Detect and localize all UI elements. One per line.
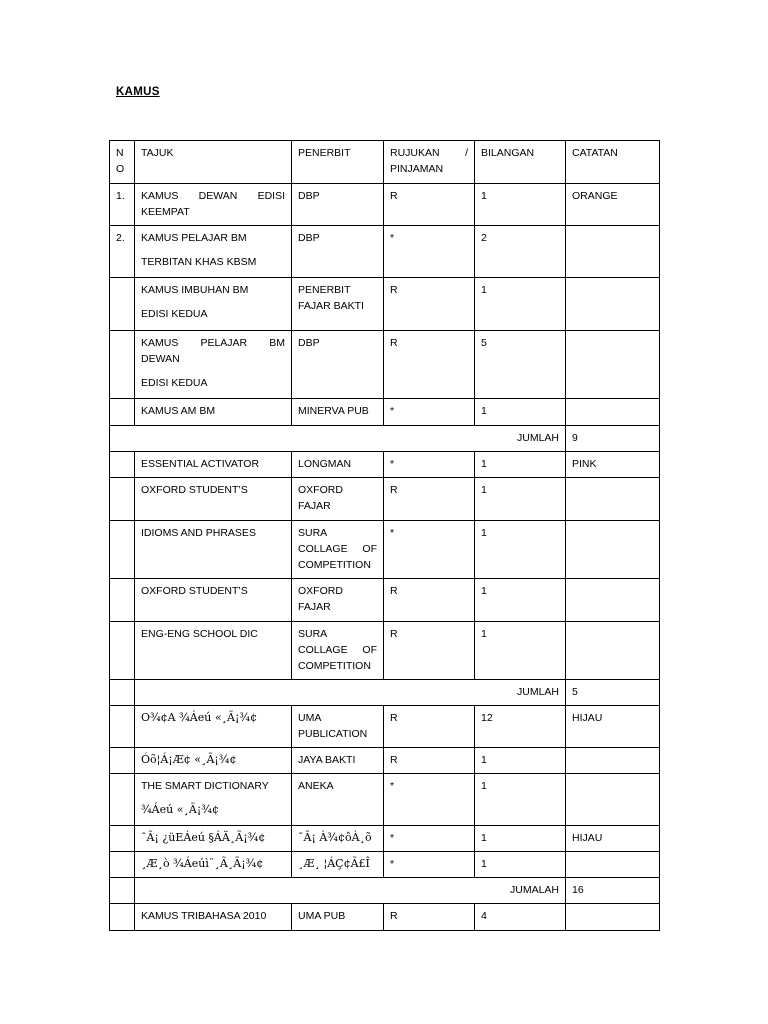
cell-penerbit [292, 278, 384, 331]
cell-bilangan: 1 [475, 521, 566, 579]
header-penerbit: PENERBIT [292, 141, 384, 184]
table-row [110, 622, 660, 680]
cell-tajuk-line1: KAMUS PELAJAR BM [141, 337, 285, 349]
cell-tajuk: OXFORD STUDENT’S [135, 579, 292, 622]
cell-tajuk-line1: KAMUS PELAJAR BM [141, 232, 247, 244]
cell-rujukan: * [384, 452, 475, 478]
cell-tajuk: ENG-ENG SCHOOL DIC [135, 622, 292, 680]
cell-no [110, 579, 135, 622]
cell-bilangan: 1 [475, 748, 566, 774]
cell-tajuk: ESSENTIAL ACTIVATOR [135, 452, 292, 478]
cell-penerbit-line2: FAJAR [298, 500, 331, 512]
cell-rujukan: * [384, 226, 475, 278]
table-header-row [110, 141, 660, 184]
cell-penerbit [292, 706, 384, 748]
cell-penerbit-line1: PENERBIT [298, 284, 351, 296]
cell-tajuk: IDIOMS AND PHRASES [135, 521, 292, 579]
cell-bilangan: 1 [475, 852, 566, 878]
total-row [110, 878, 660, 904]
page-title: KAMUS [116, 86, 160, 98]
cell-bilangan: 1 [475, 826, 566, 852]
cell-tajuk [135, 278, 292, 331]
cell-bilangan: 12 [475, 706, 566, 748]
cell-catatan [566, 278, 660, 331]
cell-rujukan: R [384, 748, 475, 774]
cell-bilangan: 1 [475, 622, 566, 680]
table-row [110, 278, 660, 331]
cell-penerbit-line1: SURA [298, 527, 328, 539]
cell-tajuk: KAMUS AM BM [135, 399, 292, 426]
cell-no [110, 904, 135, 931]
cell-tajuk: O¾¢A ¾Áeú «¸Ã¡¾¢ [135, 706, 292, 748]
table-row [110, 579, 660, 622]
cell-penerbit-line2: COLLAGE OF [298, 644, 377, 656]
cell-penerbit: DBP [292, 331, 384, 399]
cell-catatan [566, 226, 660, 278]
cell-no [110, 452, 135, 478]
header-bilangan: BILANGAN [475, 141, 566, 184]
cell-catatan [566, 399, 660, 426]
total-label: JUMALAH [135, 878, 566, 904]
cell-rujukan: R [384, 706, 475, 748]
cell-catatan: ORANGE [566, 184, 660, 226]
cell-rujukan: * [384, 521, 475, 579]
table-row [110, 706, 660, 748]
cell-catatan [566, 852, 660, 878]
cell-penerbit: LONGMAN [292, 452, 384, 478]
cell-catatan [566, 331, 660, 399]
total-row [110, 680, 660, 706]
cell-tajuk-line2: ¾Áeú «¸Ã¡¾¢ [141, 803, 219, 816]
cell-penerbit: ¯Ã¡ À¾¢ôÀ¸õ [292, 826, 384, 852]
cell-penerbit-line3: COMPETITION [298, 660, 371, 672]
cell-no [110, 748, 135, 774]
table-row [110, 904, 660, 931]
header-rujukan-slash: / [465, 147, 468, 159]
cell-no [110, 521, 135, 579]
cell-no [110, 878, 135, 904]
table-row [110, 184, 660, 226]
cell-catatan: HIJAU [566, 826, 660, 852]
total-value: 9 [566, 426, 660, 452]
table-row [110, 852, 660, 878]
cell-catatan [566, 579, 660, 622]
cell-no: 2. [110, 226, 135, 278]
cell-tajuk: ¸Æ¸ò ¾Áeúì¨¸Ã¸Ã¡¾¢ [135, 852, 292, 878]
table-row [110, 226, 660, 278]
cell-catatan [566, 904, 660, 931]
cell-penerbit-line3: COMPETITION [298, 559, 371, 571]
cell-penerbit: ¸Æ¸ ¦ÁÇ¢Ã£Î [292, 852, 384, 878]
cell-tajuk: KAMUS TRIBAHASA 2010 [135, 904, 292, 931]
cell-penerbit: DBP [292, 184, 384, 226]
cell-penerbit [292, 521, 384, 579]
cell-bilangan: 1 [475, 478, 566, 521]
cell-rujukan: R [384, 622, 475, 680]
cell-tajuk-line2: TERBITAN KHAS KBSM [141, 256, 257, 268]
cell-penerbit-line2: PUBLICATION [298, 728, 368, 740]
cell-tajuk [135, 226, 292, 278]
cell-tajuk-line1: KAMUS DEWAN EDISI [141, 190, 285, 202]
cell-bilangan: 1 [475, 774, 566, 826]
cell-catatan: HIJAU [566, 706, 660, 748]
total-value: 5 [566, 680, 660, 706]
cell-rujukan: R [384, 579, 475, 622]
cell-bilangan: 1 [475, 399, 566, 426]
cell-rujukan: R [384, 278, 475, 331]
cell-catatan [566, 774, 660, 826]
cell-penerbit-line2: FAJAR [298, 601, 331, 613]
cell-bilangan: 4 [475, 904, 566, 931]
cell-bilangan: 2 [475, 226, 566, 278]
cell-catatan: PINK [566, 452, 660, 478]
cell-bilangan: 1 [475, 278, 566, 331]
cell-no [110, 706, 135, 748]
table-row [110, 521, 660, 579]
header-catatan: CATATAN [566, 141, 660, 184]
cell-no [110, 331, 135, 399]
header-tajuk: TAJUK [135, 141, 292, 184]
header-no-line2: O [116, 163, 125, 175]
cell-rujukan: R [384, 904, 475, 931]
cell-no [110, 399, 135, 426]
cell-penerbit [292, 478, 384, 521]
table-row [110, 748, 660, 774]
total-value: 16 [566, 878, 660, 904]
cell-tajuk [135, 774, 292, 826]
cell-rujukan: * [384, 399, 475, 426]
table-row [110, 399, 660, 426]
cell-no [110, 680, 135, 706]
cell-catatan [566, 521, 660, 579]
dictionary-table [109, 140, 660, 931]
table-row [110, 478, 660, 521]
cell-no [110, 278, 135, 331]
total-row [110, 426, 660, 452]
cell-tajuk [135, 184, 292, 226]
cell-tajuk-line1: THE SMART DICTIONARY [141, 780, 269, 792]
cell-penerbit: JAYA BAKTI [292, 748, 384, 774]
cell-tajuk: ¯Ã¡ ¿üEÁeú §ÁÄ¸Ã¡¾¢ [135, 826, 292, 852]
cell-bilangan: 1 [475, 184, 566, 226]
cell-catatan [566, 478, 660, 521]
cell-tajuk-line2: EDISI KEDUA [141, 308, 208, 320]
cell-rujukan: R [384, 331, 475, 399]
cell-rujukan: R [384, 478, 475, 521]
cell-penerbit-line1: OXFORD [298, 585, 343, 597]
cell-bilangan: 1 [475, 452, 566, 478]
header-no [110, 141, 135, 184]
cell-rujukan: * [384, 852, 475, 878]
cell-penerbit-line1: UMA [298, 712, 322, 724]
header-no-line1: N [116, 147, 124, 159]
cell-no: 1. [110, 184, 135, 226]
cell-tajuk [135, 331, 292, 399]
cell-tajuk: Óõ¦Á¡Æ¢ «¸Ã¡¾¢ [135, 748, 292, 774]
cell-bilangan: 5 [475, 331, 566, 399]
table-row [110, 331, 660, 399]
cell-bilangan: 1 [475, 579, 566, 622]
cell-tajuk-line2: DEWAN [141, 353, 180, 365]
header-rujukan-line2: PINJAMAN [390, 163, 444, 175]
cell-rujukan: * [384, 826, 475, 852]
cell-no [110, 622, 135, 680]
cell-penerbit: UMA PUB [292, 904, 384, 931]
cell-no [110, 826, 135, 852]
header-rujukan-part1: RUJUKAN [390, 147, 440, 159]
cell-penerbit: MINERVA PUB [292, 399, 384, 426]
cell-tajuk-line1: KAMUS IMBUHAN BM [141, 284, 249, 296]
table-row [110, 774, 660, 826]
cell-penerbit-line1: OXFORD [298, 484, 343, 496]
cell-tajuk: OXFORD STUDENT’S [135, 478, 292, 521]
cell-penerbit: ANEKA [292, 774, 384, 826]
cell-penerbit: DBP [292, 226, 384, 278]
cell-penerbit [292, 579, 384, 622]
cell-penerbit-line1: SURA [298, 628, 328, 640]
total-label: JUMLAH [135, 680, 566, 706]
table-row [110, 452, 660, 478]
cell-rujukan: R [384, 184, 475, 226]
cell-penerbit [292, 622, 384, 680]
cell-no [110, 478, 135, 521]
cell-penerbit-line2: FAJAR BAKTI [298, 300, 364, 312]
cell-catatan [566, 622, 660, 680]
cell-penerbit-line2: COLLAGE OF [298, 543, 377, 555]
table-row [110, 826, 660, 852]
cell-tajuk-line3: EDISI KEDUA [141, 377, 208, 389]
header-rujukan [384, 141, 475, 184]
total-label: JUMLAH [110, 426, 566, 452]
cell-tajuk-line2: KEEMPAT [141, 206, 190, 218]
cell-no [110, 852, 135, 878]
cell-no [110, 774, 135, 826]
cell-rujukan: * [384, 774, 475, 826]
cell-catatan [566, 748, 660, 774]
